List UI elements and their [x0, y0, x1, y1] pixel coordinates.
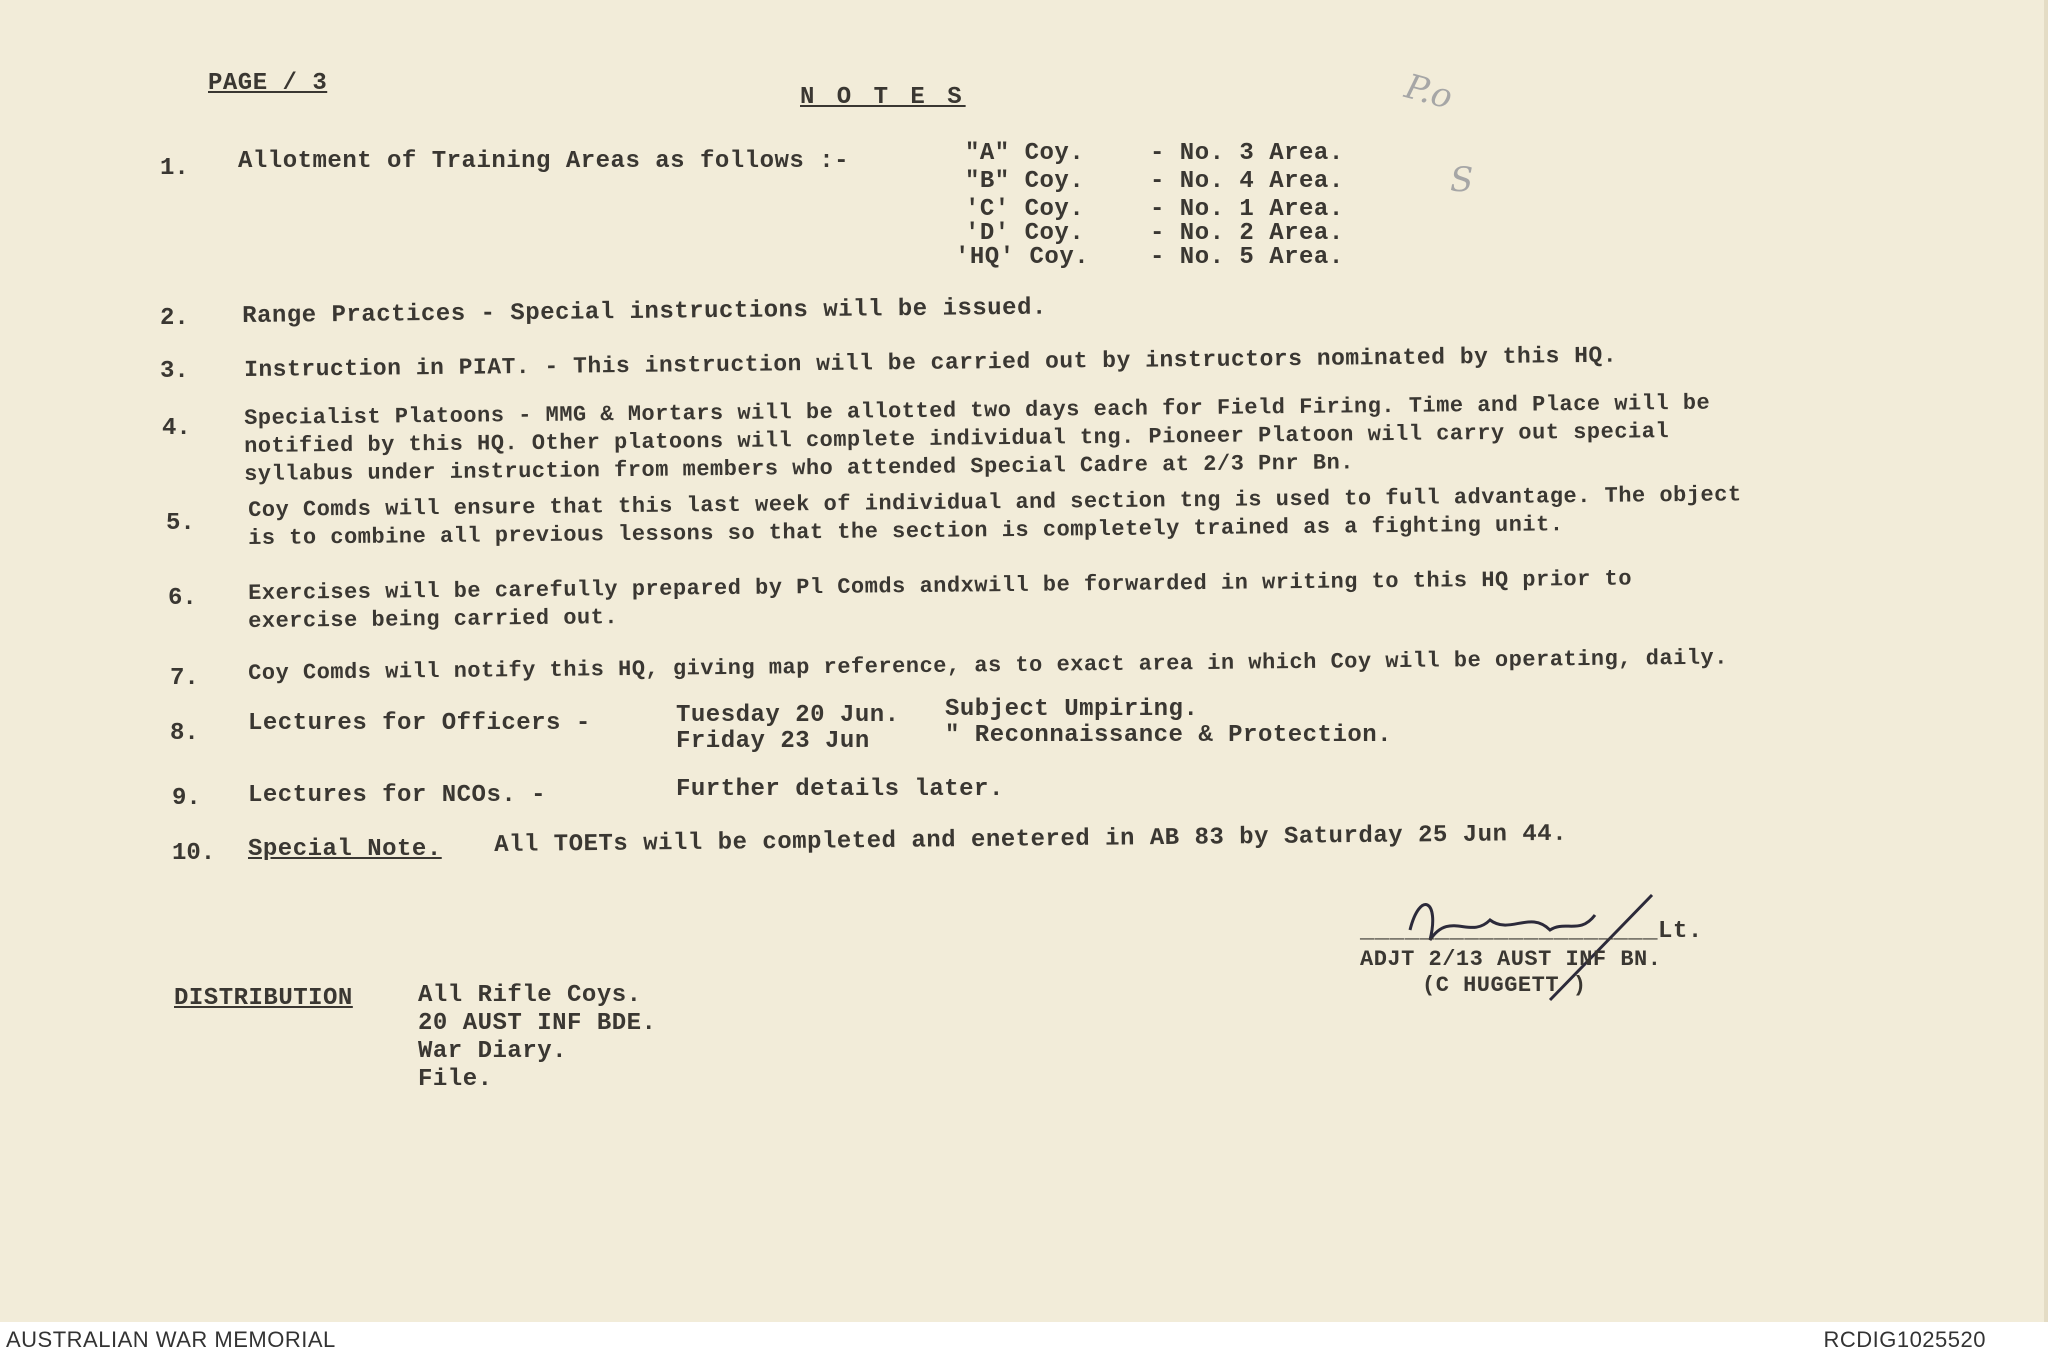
note-number: 8.: [170, 720, 199, 747]
area-number: - No. 5 Area.: [1150, 244, 1344, 271]
pencil-annotation-2: S: [1450, 160, 1474, 200]
note-number: 2.: [160, 305, 189, 332]
distribution-item: War Diary.: [418, 1038, 568, 1065]
lecture-day: Tuesday 20 Jun.: [676, 702, 900, 729]
page-number: PAGE / 3: [208, 70, 328, 97]
note-9-detail: Further details later.: [676, 776, 1004, 803]
area-coy: "A" Coy.: [965, 140, 1085, 167]
note-number: 6.: [168, 585, 197, 612]
signature-line: ____________________Lt.: [1360, 918, 1703, 945]
note-6-line-1: Exercises will be carefully prepared by Pl Comds andxwill be forwarded in writing to this HQ prior to: [248, 566, 1633, 606]
area-number: - No. 2 Area.: [1150, 220, 1344, 247]
note-9-label: Lectures for NCOs. -: [248, 782, 547, 809]
archive-footer: [0, 1322, 2048, 1359]
signatory-title: ADJT 2/13 AUST INF BN.: [1360, 947, 1662, 972]
signatory-name: (C HUGGETT ): [1422, 973, 1587, 998]
area-coy: 'C' Coy.: [965, 196, 1085, 223]
area-number: - No. 3 Area.: [1150, 140, 1344, 167]
note-number: 3.: [160, 358, 189, 385]
note-3-text: Instruction in PIAT. - This instruction will be carried out by instructors nominated by this HQ.: [244, 342, 1618, 383]
lecture-day: Friday 23 Jun: [676, 728, 870, 755]
note-2-text: Range Practices - Special instructions will be issued.: [242, 294, 1047, 330]
note-number: 9.: [172, 785, 201, 812]
area-coy: "B" Coy.: [965, 168, 1085, 195]
special-note-label: Special Note.: [248, 836, 442, 863]
lecture-subject: " Reconnaissance & Protection.: [945, 722, 1393, 749]
note-number: 1.: [160, 155, 189, 182]
distribution-item: All Rifle Coys.: [418, 982, 642, 1009]
area-coy: 'D' Coy.: [965, 220, 1085, 247]
note-5-line-2: is to combine all previous lessons so that the section is completely trained as a fighting unit.: [248, 512, 1564, 551]
lecture-subject: Subject Umpiring.: [945, 696, 1199, 723]
area-number: - No. 1 Area.: [1150, 196, 1344, 223]
archive-id: RCDIG1025520: [1823, 1327, 1986, 1352]
distribution-label: DISTRIBUTION: [174, 985, 353, 1012]
pencil-annotation: P.o: [1400, 66, 1457, 118]
archive-name: AUSTRALIAN WAR MEMORIAL: [6, 1327, 336, 1352]
area-coy: 'HQ' Coy.: [955, 244, 1090, 271]
note-4-line-1: Specialist Platoons - MMG & Mortars will be allotted two days each for Field Firing. Time and Place will be: [244, 390, 1711, 431]
note-4-line-2: notified by this HQ. Other platoons will complete individual tng. Pioneer Platoon will carry out special: [244, 419, 1670, 459]
special-note-text: All TOETs will be completed and enetered in AB 83 by Saturday 25 Jun 44.: [494, 820, 1568, 859]
note-6-line-2: exercise being carried out.: [248, 605, 619, 634]
note-4-line-3: syllabus under instruction from members who attended Special Cadre at 2/3 Pnr Bn.: [244, 450, 1355, 487]
note-number: 7.: [170, 665, 199, 692]
note-5-line-1: Coy Comds will ensure that this last week of individual and section tng is used to full advantage. The object: [248, 482, 1742, 523]
note-number: 10.: [172, 840, 216, 867]
document-title: N O T E S: [800, 84, 966, 111]
area-number: - No. 4 Area.: [1150, 168, 1344, 195]
distribution-item: File.: [418, 1066, 493, 1093]
note-7-text: Coy Comds will notify this HQ, giving map reference, as to exact area in which Coy will be operating, daily.: [248, 645, 1729, 686]
note-8-label: Lectures for Officers -: [248, 710, 591, 737]
note-number: 5.: [166, 510, 195, 537]
note-1-label: Allotment of Training Areas as follows :-: [238, 148, 849, 175]
distribution-item: 20 AUST INF BDE.: [418, 1010, 657, 1037]
note-number: 4.: [162, 415, 191, 442]
